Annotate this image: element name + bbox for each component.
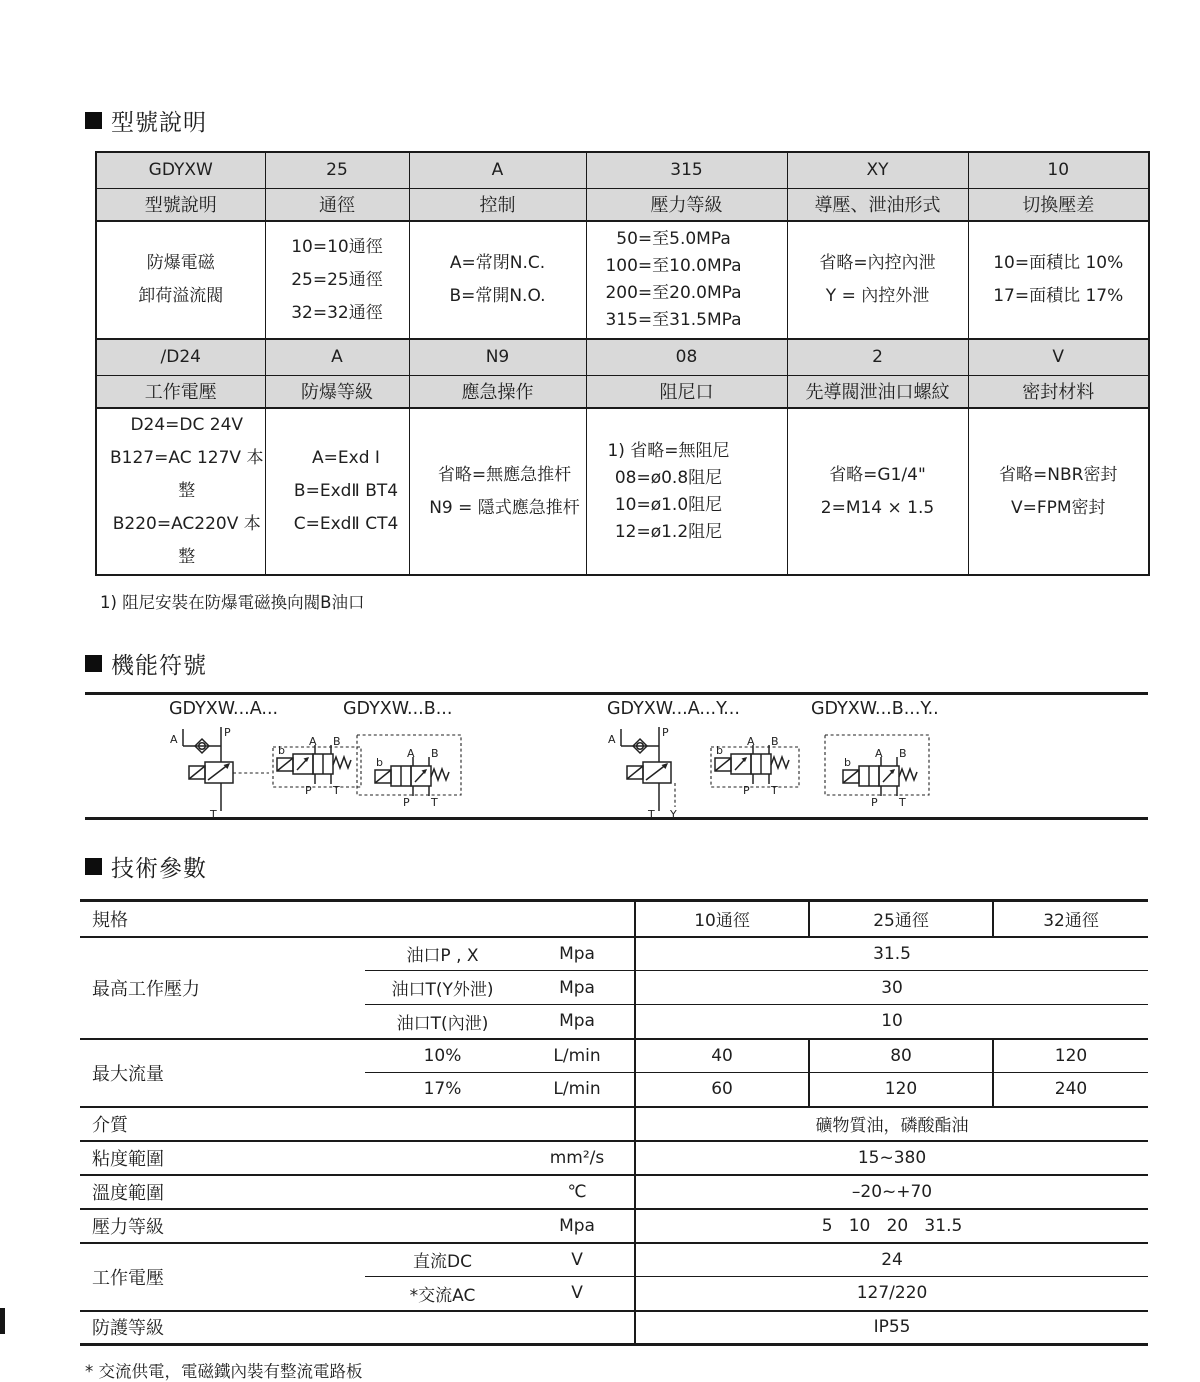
tech-sub-label: 直流DC [365, 1243, 520, 1277]
model-label-cell: 切換壓差 [968, 188, 1149, 221]
svg-text:A: A [875, 747, 883, 760]
svg-text:P: P [224, 726, 231, 739]
tech-value: 30 [635, 971, 1148, 1005]
tech-row [80, 1039, 1148, 1073]
model-code-cell: 25 [265, 152, 409, 188]
desc-line: N9 = 隱式應急推杆 [429, 497, 580, 518]
tech-sub-label: *交流AC [365, 1277, 520, 1311]
tech-value: 120 [993, 1039, 1148, 1073]
tech-unit: ℃ [520, 1175, 635, 1209]
tech-unit: Mpa [520, 971, 635, 1005]
model-code-cell: V [968, 339, 1149, 375]
main-valve-icon [170, 726, 269, 821]
tech-value: 10 [635, 1005, 1148, 1039]
svg-text:B: B [333, 735, 341, 748]
svg-text:A: A [407, 747, 415, 760]
model-desc-cell [787, 221, 968, 339]
model-desc-cell [265, 408, 409, 575]
tech-group-label: 粘度範圍 [80, 1141, 520, 1175]
pilot-valve-icon [357, 735, 461, 809]
desc-line: V=FPM密封 [1010, 497, 1106, 518]
desc-line: C=ExdⅡ CT4 [293, 514, 399, 534]
svg-text:b: b [716, 744, 723, 757]
desc-line: 省略=內控內泄 [819, 253, 936, 273]
svg-text:T: T [648, 808, 655, 821]
desc-line: 17=面積比 17% [993, 286, 1124, 306]
tech-section-heading [85, 850, 1200, 883]
tech-group-label: 最大流量 [80, 1039, 365, 1107]
svg-text:b: b [376, 756, 383, 769]
model-desc-row [96, 221, 1149, 339]
model-desc-cell [265, 221, 409, 339]
tech-unit: mm²/s [520, 1141, 635, 1175]
tech-group-label: 介質 [80, 1107, 635, 1141]
tech-sub-label: 油口T(內泄) [365, 1005, 520, 1039]
desc-line: 25=25通徑 [291, 269, 383, 290]
valve-symbol-label: GDYXW...B... [343, 699, 453, 719]
model-code-cell: 2 [787, 339, 968, 375]
model-label-cell: 阻尼口 [586, 375, 787, 408]
desc-line: 12=ø1.2阻尼 [614, 521, 723, 542]
model-label-cell: 通徑 [265, 188, 409, 221]
valve-symbol-label: GDYXW...A...Y... [607, 699, 740, 719]
model-code-table [95, 151, 1150, 576]
svg-text:A: A [747, 735, 755, 748]
tech-sub-label: 油口P , X [365, 937, 520, 971]
svg-text:T: T [771, 784, 778, 797]
valve-symbol-a-diagram [169, 721, 369, 821]
desc-line: 10=ø1.0阻尼 [614, 494, 723, 515]
symbols-section-title: 機能符號 [111, 653, 207, 679]
svg-text:T: T [899, 796, 906, 809]
tech-row [80, 1243, 1148, 1277]
model-desc-cell [96, 408, 265, 575]
svg-text:P: P [662, 726, 669, 739]
model-label-cell: 應急操作 [409, 375, 586, 408]
desc-line: D24=DC 24V [130, 415, 244, 435]
model-code-cell: A [265, 339, 409, 375]
desc-line: 50=至5.0MPa [616, 229, 731, 249]
desc-line: B220=AC220V 本整 [112, 514, 261, 567]
svg-text:B: B [771, 735, 779, 748]
model-code-cell: 10 [968, 152, 1149, 188]
desc-line: 10=面積比 10% [993, 253, 1124, 273]
svg-text:T: T [333, 784, 340, 797]
desc-line: 100=至10.0MPa [605, 256, 742, 276]
tech-value: 24 [635, 1243, 1148, 1277]
desc-line: 防爆電磁 [146, 253, 215, 273]
desc-line: 省略=G1/4" [829, 464, 926, 485]
desc-line: 32=32通徑 [291, 302, 383, 323]
model-desc-cell [787, 408, 968, 575]
svg-text:A: A [309, 735, 317, 748]
tech-group-label: 規格 [92, 909, 128, 931]
model-desc-cell [968, 408, 1149, 575]
tech-value: 礦物質油，磷酸酯油 [635, 1107, 1148, 1141]
valve-symbol-a [169, 699, 369, 825]
model-code-row [96, 152, 1149, 188]
desc-line: 200=至20.0MPa [605, 283, 742, 303]
section-bullet-icon [85, 112, 102, 129]
valve-symbol-ay-diagram [607, 721, 807, 821]
desc-line: B127=AC 127V 本整 [110, 448, 264, 501]
tech-table-footnote: * 交流供電，電磁鐵內裝有整流電路板 [85, 1362, 363, 1381]
svg-text:b: b [278, 744, 285, 757]
model-label-row-2 [96, 375, 1149, 408]
tech-unit: L/min [520, 1039, 635, 1073]
tech-group-label: 工作電壓 [80, 1243, 365, 1311]
tech-row [80, 1175, 1148, 1209]
desc-line: 08=ø0.8阻尼 [614, 467, 723, 488]
symbols-section-heading [85, 647, 1200, 680]
desc-line: B=ExdⅡ BT4 [293, 481, 399, 501]
svg-text:T: T [210, 808, 217, 821]
model-code-cell: 315 [586, 152, 787, 188]
model-label-cell: 工作電壓 [96, 375, 265, 408]
model-desc-cell [586, 408, 787, 575]
tech-group-label: 防護等級 [80, 1311, 635, 1345]
tech-col-header: 25通徑 [809, 901, 993, 937]
model-label-cell: 壓力等級 [586, 188, 787, 221]
tech-row [80, 1209, 1148, 1243]
desc-line: 1) 省略=無阻尼 [607, 440, 730, 461]
model-section-heading [85, 0, 1200, 137]
tech-group-label: 溫度範圍 [80, 1175, 520, 1209]
main-valve-icon [608, 726, 677, 821]
desc-line: Y = 內控外泄 [825, 286, 930, 306]
tech-value: 80 [809, 1039, 993, 1073]
model-desc-cell [409, 408, 586, 575]
tech-sub-label: 10% [365, 1039, 520, 1073]
svg-text:A: A [608, 733, 616, 746]
model-code-cell: /D24 [96, 339, 265, 375]
desc-line: 省略=NBR密封 [999, 464, 1118, 485]
tech-unit: Mpa [520, 1209, 635, 1243]
tech-value: 60 [635, 1073, 809, 1107]
desc-line: 315=至31.5MPa [605, 310, 742, 330]
tech-spec-row [80, 901, 1148, 937]
model-code-cell: GDYXW [96, 152, 265, 188]
pilot-valve-icon [825, 735, 929, 809]
model-desc-cell [96, 221, 265, 339]
desc-line: 省略=無應急推杆 [437, 464, 572, 485]
tech-unit: L/min [520, 1073, 635, 1107]
tech-value: –20~+70 [635, 1175, 1148, 1209]
tech-unit: Mpa [520, 937, 635, 971]
model-code-cell: XY [787, 152, 968, 188]
valve-symbol-label: GDYXW...A... [169, 699, 279, 719]
desc-line: 10=10通徑 [291, 236, 383, 257]
model-label-cell: 導壓、泄油形式 [787, 188, 968, 221]
tech-value: 120 [809, 1073, 993, 1107]
desc-line: B=常開N.O. [449, 286, 546, 306]
model-code-cell: N9 [409, 339, 586, 375]
valve-symbols-row [85, 695, 1148, 821]
model-code-cell: 08 [586, 339, 787, 375]
model-label-cell: 先導閥泄油口螺紋 [787, 375, 968, 408]
model-label-cell: 型號說明 [96, 188, 265, 221]
valve-symbol-label: GDYXW...B...Y.. [811, 699, 939, 719]
desc-line: A=常閉N.C. [449, 253, 546, 273]
tech-value: 5 10 20 31.5 [635, 1209, 1148, 1243]
tech-unit: V [520, 1277, 635, 1311]
model-section-title: 型號說明 [111, 110, 207, 136]
model-label-cell: 密封材料 [968, 375, 1149, 408]
tech-col-header: 10通徑 [635, 901, 809, 937]
tech-value: 15~380 [635, 1141, 1148, 1175]
model-label-cell: 控制 [409, 188, 586, 221]
svg-text:T: T [431, 796, 438, 809]
section-bullet-icon [85, 655, 102, 672]
tech-group-label: 最高工作壓力 [80, 937, 365, 1039]
svg-text:P: P [403, 796, 410, 809]
desc-line: 卸荷溢流閥 [138, 286, 224, 306]
tech-value: 127/220 [635, 1277, 1148, 1311]
model-desc-cell [586, 221, 787, 339]
tech-value: 240 [993, 1073, 1148, 1107]
desc-line: 2=M14 × 1.5 [820, 497, 935, 518]
model-label-cell: 防爆等級 [265, 375, 409, 408]
tech-unit: Mpa [520, 1005, 635, 1039]
tech-unit: V [520, 1243, 635, 1277]
svg-text:Y: Y [670, 808, 677, 821]
model-table-footnote: 1) 阻尼安裝在防爆電磁換向閥B油口 [100, 593, 365, 612]
svg-text:b: b [844, 756, 851, 769]
tech-value: 31.5 [635, 937, 1148, 971]
tech-sub-label: 17% [365, 1073, 520, 1107]
model-desc-row-2 [96, 408, 1149, 575]
tech-value: IP55 [635, 1311, 1148, 1345]
model-desc-cell [968, 221, 1149, 339]
valve-symbol-by [811, 699, 961, 825]
tech-row [80, 1141, 1148, 1175]
valve-symbol-ay [607, 699, 807, 825]
tech-value: 40 [635, 1039, 809, 1073]
desc-line: A=Exd Ⅰ [312, 448, 380, 468]
tech-group-label: 壓力等級 [80, 1209, 520, 1243]
tech-col-header: 32通徑 [993, 901, 1148, 937]
svg-text:B: B [431, 747, 439, 760]
valve-symbol-by-diagram [811, 721, 961, 821]
svg-text:P: P [871, 796, 878, 809]
page-edge-mark [0, 1308, 5, 1334]
pilot-valve-icon [711, 735, 799, 797]
model-desc-cell [409, 221, 586, 339]
tech-row [80, 1107, 1148, 1141]
tech-row [80, 1311, 1148, 1345]
svg-text:A: A [170, 733, 178, 746]
tech-row [80, 937, 1148, 971]
model-code-cell: A [409, 152, 586, 188]
model-label-row [96, 188, 1149, 221]
tech-section-title: 技術參數 [111, 856, 207, 882]
svg-text:P: P [305, 784, 312, 797]
svg-text:P: P [743, 784, 750, 797]
tech-params-table [80, 899, 1148, 1346]
model-code-row-2 [96, 339, 1149, 375]
valve-symbol-b-diagram [343, 721, 493, 821]
tech-sub-label: 油口T(Y外泄) [365, 971, 520, 1005]
valve-symbol-b [343, 699, 493, 825]
section-bullet-icon [85, 858, 102, 875]
svg-text:B: B [899, 747, 907, 760]
